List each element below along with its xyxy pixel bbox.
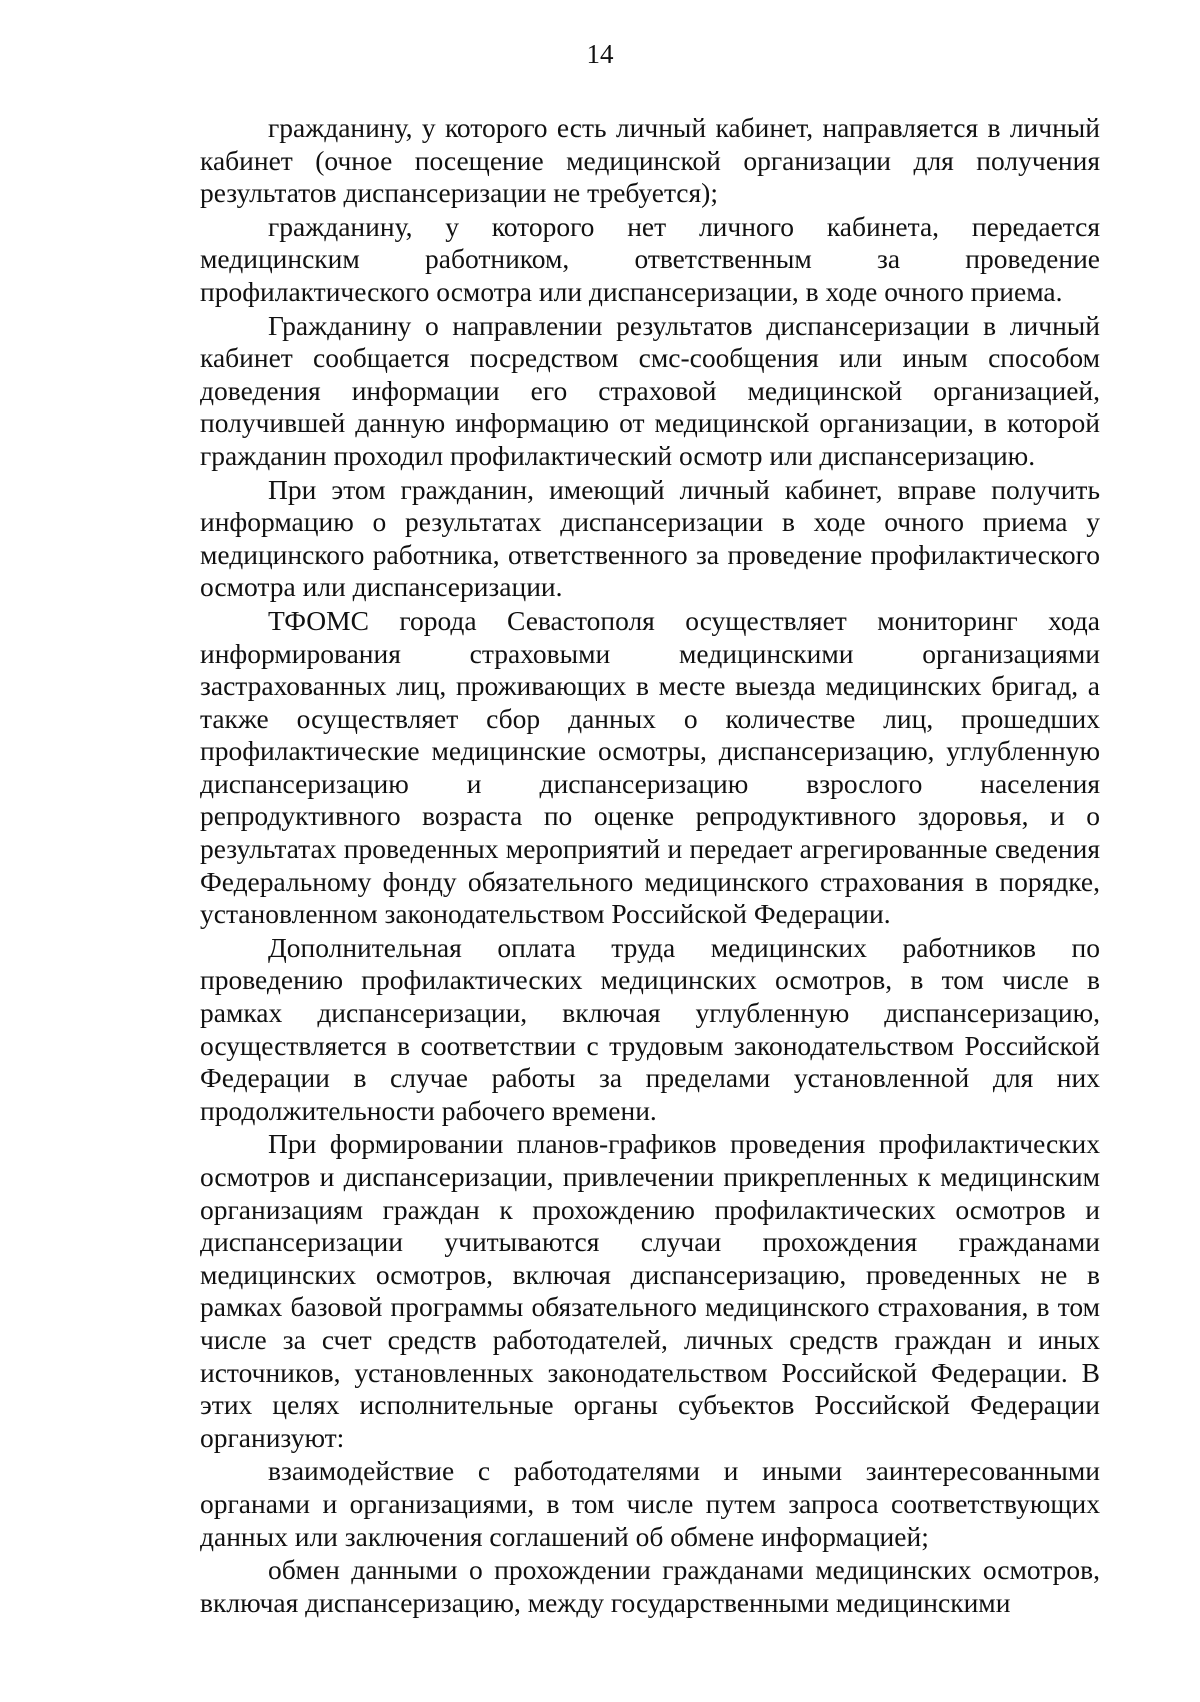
paragraph-additional-pay: Дополнительная оплата труда медицинских работников по проведению профилактических медицинских осмотров, в том числе в рамках диспансеризации, включая углубленную диспансеризацию, осуществляется в соответствии с трудовым законодательством Российской Федерации в случае работы за пределами установленной для них продолжительности рабочего времени. (200, 931, 1100, 1126)
paragraph-result-delivery-with-cabinet: гражданину, у которого есть личный кабинет, направляется в личный кабинет (очное посещение медицинской организации для получения результатов диспансеризации не требуется); (200, 112, 1100, 209)
paragraph-employer-interaction: взаимодействие с работодателями и иными заинтересованными органами и организациями, в том числе путем запроса соответствующих данных или заключения соглашений об обмене информацией; (200, 1455, 1100, 1552)
paragraph-result-delivery-without-cabinet: гражданину, у которого нет личного кабинета, передается медицинским работником, ответственным за проведение профилактического осмотра или диспансеризации, в ходе очного приема. (200, 210, 1100, 307)
paragraph-tfoms-monitoring: ТФОМС города Севастополя осуществляет мониторинг хода информирования страховыми медицинскими организациями застрахованных лиц, проживающих в месте выезда медицинских бригад, а также осуществляет сбор данных о количестве лиц, прошедших профилактические медицинские осмотры, диспансеризацию, углубленную диспансеризацию и диспансеризацию взрослого населения репродуктивного возраста по оценке репродуктивного здоровья, и о результатах проведенных мероприятий и передает агрегированные сведения Федеральному фонду обязательного медицинского страхования в порядке, установленном законодательством Российской Федерации. (200, 604, 1100, 930)
document-body (200, 112, 1100, 1620)
page-number: 14 (586, 39, 614, 69)
paragraph-schedule-planning: При формировании планов-графиков проведения профилактических осмотров и диспансеризации, привлечении прикрепленных к медицинским организациям граждан к прохождению профилактических осмотров и диспансеризации учитываются случаи прохождения гражданами медицинских осмотров, включая диспансеризацию, проведенных не в рамках базовой программы обязательного медицинского страхования, в том числе за счет средств работодателей, личных средств граждан и иных источников, установленных законодательством Российской Федерации. В этих целях исполнительные органы субъектов Российской Федерации организуют: (200, 1128, 1100, 1453)
paragraph-data-exchange: обмен данными о прохождении гражданами медицинских осмотров, включая диспансеризацию, между государственными медицинскими (200, 1554, 1100, 1618)
paragraph-in-person-results: При этом гражданин, имеющий личный кабинет, вправе получить информацию о результатах диспансеризации в ходе очного приема у медицинского работника, ответственного за проведение профилактического осмотра или диспансеризации. (200, 473, 1100, 603)
paragraph-sms-notification: Гражданину о направлении результатов диспансеризации в личный кабинет сообщается посредством смс-сообщения или иным способом доведения информации его страховой медицинской организацией, получившей данную информацию от медицинской организации, в которой гражданин проходил профилактический осмотр или диспансеризацию. (200, 309, 1100, 471)
